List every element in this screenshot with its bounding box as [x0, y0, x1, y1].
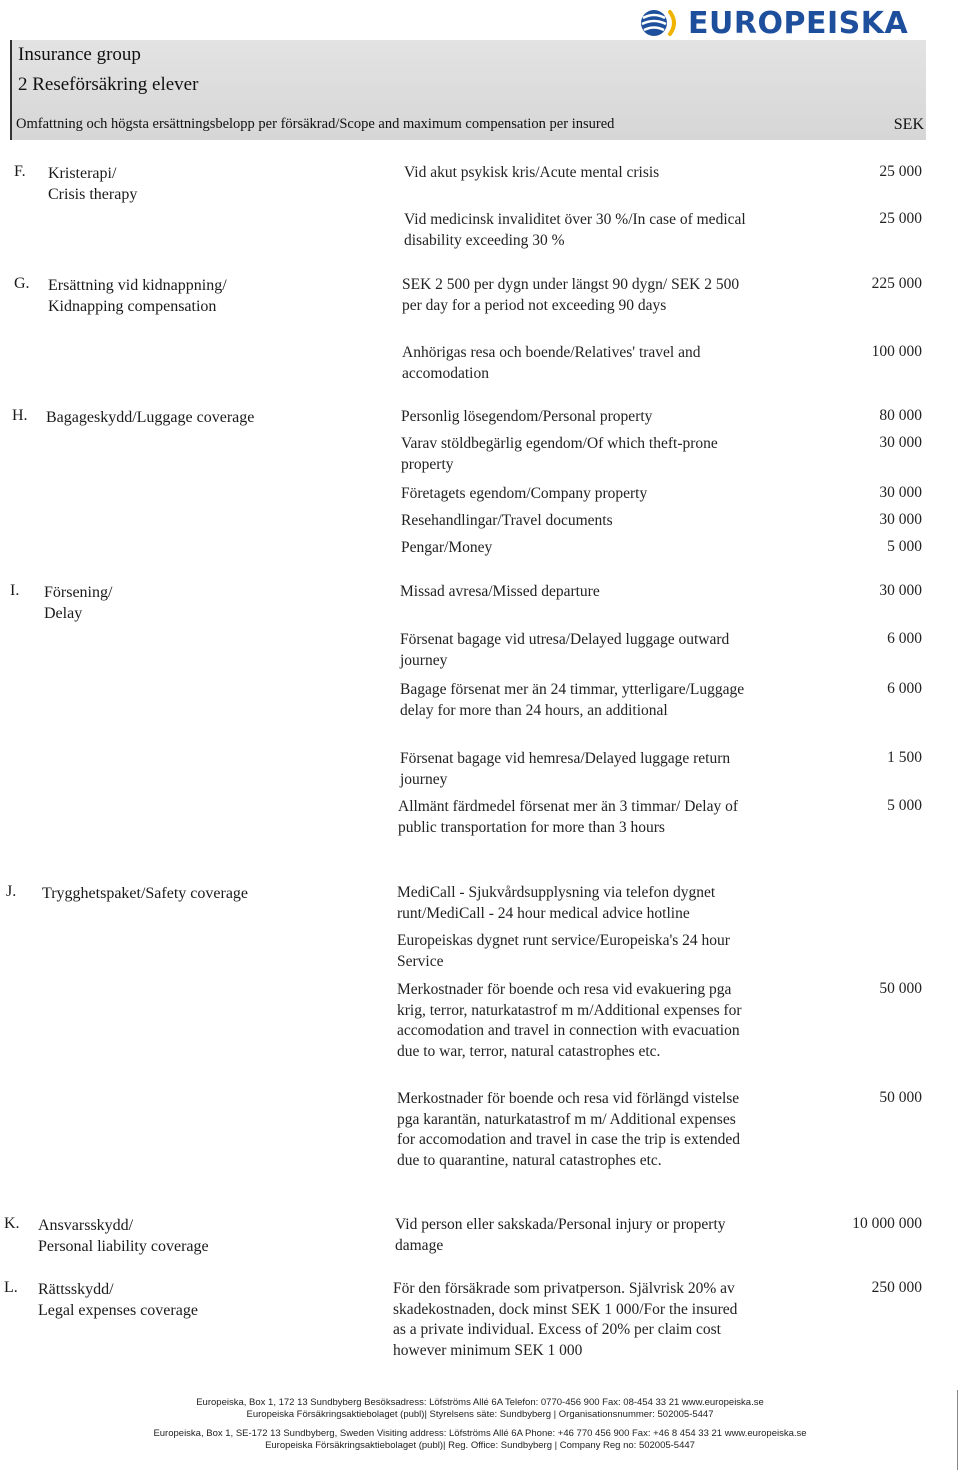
section-l-item-desc: För den försäkrade som privatperson. Självrisk 20% av skadekostnaden, dock minst SEK 1 000/For the insured as a private individual. Excess of 20% per claim cost however minimum SEK 1 000	[393, 1280, 738, 1359]
section-i-item-desc: Försenat bagage vid utresa/Delayed luggage outward journey	[400, 631, 730, 669]
section-h-item-amount: 30 000	[879, 434, 922, 451]
section-i-item-amount: 5 000	[887, 797, 922, 814]
section-k-item-amount: 10 000 000	[852, 1215, 922, 1232]
section-h-item-amount: 30 000	[879, 511, 922, 528]
header-scope: Omfattning och högsta ersättningsbelopp per försäkrad/Scope and maximum compensation per insured	[16, 116, 615, 132]
section-g-letter: G.	[14, 275, 30, 292]
section-f-title: Kristerapi/ Crisis therapy	[48, 165, 138, 203]
section-j-letter: J.	[6, 883, 17, 900]
section-h-letter: H.	[12, 407, 28, 424]
logo-wordmark: EUROPEISKA	[688, 5, 909, 41]
section-j-item-desc: Merkostnader för boende och resa vid förlängd vistelse pga karantän, naturkatastrof m m/ Additional expenses for accomodation and travel in case the trip is extended due to quarantine, natural catastrophes etc.	[397, 1090, 741, 1169]
section-j-item-desc: Merkostnader för boende och resa vid evakuering pga krig, terror, naturkatastrof m m/Additional expenses for accomodation and travel in connection with evacuation due to war, terror, natural catastrophes etc.	[397, 981, 742, 1060]
section-h-item-desc: Resehandlingar/Travel documents	[401, 512, 613, 529]
section-i-item-desc: Missad avresa/Missed departure	[400, 583, 600, 600]
europeiska-logo	[640, 4, 908, 42]
scan-edge-divider	[957, 1390, 958, 1470]
section-f-item-desc: Vid medicinsk invaliditet över 30 %/In case of medical disability exceeding 30 %	[404, 211, 746, 249]
section-i-item-amount: 6 000	[887, 680, 922, 697]
section-i-item-desc: Försenat bagage vid hemresa/Delayed luggage return journey	[400, 750, 731, 788]
europeiska-globe-icon	[640, 6, 684, 40]
section-h-item-desc: Pengar/Money	[401, 539, 493, 556]
section-k-item-desc: Vid person eller sakskada/Personal injury or property damage	[395, 1216, 726, 1254]
section-f-item-amount: 25 000	[879, 210, 922, 227]
section-h-item-desc: Personlig lösegendom/Personal property	[401, 408, 653, 425]
header-title: Insurance group	[18, 44, 141, 65]
section-f-letter: F.	[14, 163, 26, 180]
section-j-item-amount: 50 000	[879, 1089, 922, 1106]
footer-company-en: Europeiska Försäkringsaktiebolaget (publ)| Reg. Office: Sundbyberg | Company Reg no: 502005-5447	[265, 1440, 695, 1451]
section-l-item-amount: 250 000	[871, 1279, 922, 1296]
footer-address-sv: Europeiska, Box 1, 172 13 Sundbyberg Besöksadress: Löfströms Allé 6A Telefon: 0770-456 900 Fax: 08-454 33 21 www.europeiska.se	[196, 1397, 764, 1408]
section-i-item-amount: 1 500	[887, 749, 922, 766]
section-g-item-amount: 225 000	[871, 275, 922, 292]
section-j-title: Trygghetspaket/Safety coverage	[42, 885, 249, 902]
section-f-item-amount: 25 000	[879, 163, 922, 180]
section-i-item-amount: 6 000	[887, 630, 922, 647]
section-j-item-desc: Europeiskas dygnet runt service/Europeiska's 24 hour Service	[397, 932, 730, 970]
footer-company-sv: Europeiska Försäkringsaktiebolaget (publ)| Styrelsens säte: Sundbyberg | Organisationsnummer: 502005-5447	[246, 1409, 714, 1420]
section-h-item-desc: Varav stöldbegärlig egendom/Of which theft-prone property	[401, 435, 718, 473]
footer-address-en: Europeiska, Box 1, SE-172 13 Sundbyberg, Sweden Visiting address: Löfströms Allé 6A Phone: +46 770 456 900 Fax: +46 8 454 33 21 www.europeiska.se	[153, 1428, 807, 1439]
section-i-item-desc: Allmänt färdmedel försenat mer än 3 timmar/ Delay of public transportation for more than 3 hours	[398, 798, 739, 836]
section-g-item-desc: Anhörigas resa och boende/Relatives' travel and accomodation	[402, 344, 701, 382]
section-g-title: Ersättning vid kidnappning/ Kidnapping compensation	[48, 277, 227, 315]
section-g-item-desc: SEK 2 500 per dygn under längst 90 dygn/ SEK 2 500 per day for a period not exceeding 90 days	[402, 276, 740, 314]
section-j-item-amount: 50 000	[879, 980, 922, 997]
section-h-title: Bagageskydd/Luggage coverage	[46, 409, 255, 426]
section-j-item-desc: MediCall - Sjukvårdsupplysning via telefon dygnet runt/MediCall - 24 hour medical advice hotline	[397, 884, 716, 922]
section-i-item-desc: Bagage försenat mer än 24 timmar, ytterligare/Luggage delay for more than 24 hours, an additional	[400, 681, 745, 719]
section-h-item-amount: 80 000	[879, 407, 922, 424]
document-header	[10, 40, 926, 140]
section-l-letter: L.	[4, 1279, 18, 1296]
section-g-item-amount: 100 000	[871, 343, 922, 360]
section-k-title: Ansvarsskydd/ Personal liability coverage	[38, 1217, 209, 1255]
header-subtitle: 2 Reseförsäkring elever	[18, 74, 199, 95]
section-i-letter: I.	[10, 582, 20, 599]
section-f-item-desc: Vid akut psykisk kris/Acute mental crisis	[404, 164, 660, 181]
section-h-item-amount: 5 000	[887, 538, 922, 555]
section-k-letter: K.	[4, 1215, 20, 1232]
section-i-title: Försening/ Delay	[44, 584, 113, 622]
section-l-title: Rättsskydd/ Legal expenses coverage	[38, 1281, 198, 1319]
header-currency: SEK	[893, 116, 924, 133]
section-h-item-desc: Företagets egendom/Company property	[401, 485, 648, 502]
section-i-item-amount: 30 000	[879, 582, 922, 599]
section-h-item-amount: 30 000	[879, 484, 922, 501]
